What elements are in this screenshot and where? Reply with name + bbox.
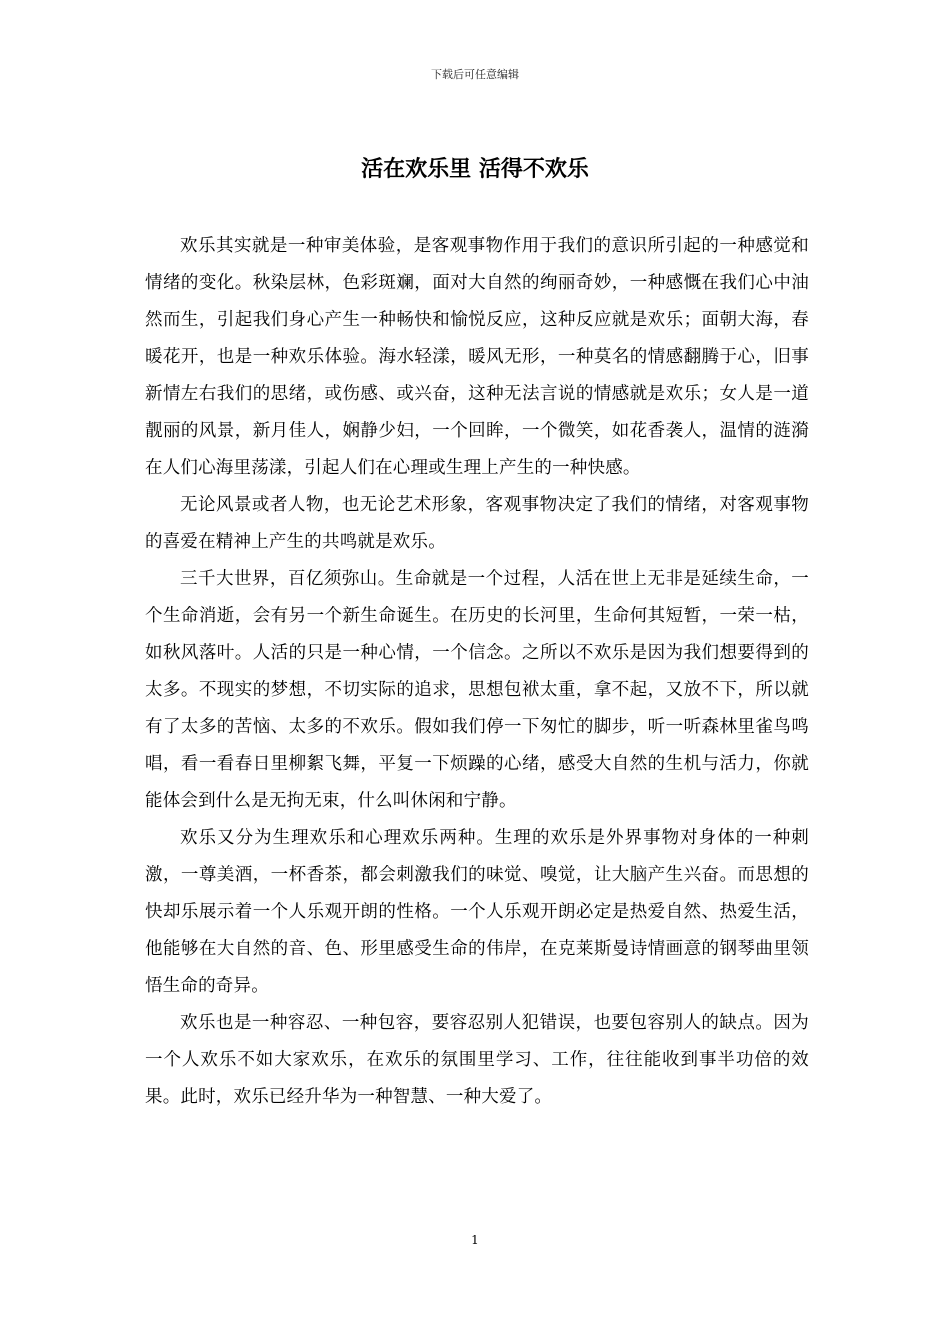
paragraph-3: 三千大世界，百亿须弥山。生命就是一个过程，人活在世上无非是延续生命，一个生命消逝，会有另一个新生命诞生。在历史的长河里，生命何其短暂，一荣一枯，如秋风落叶。人活的只是一种心情，一个信念。之所以不欢乐是因为我们想要得到的太多。不现实的梦想，不切实际的追求，思想包袱太重，拿不起，又放不下，所以就有了太多的苦恼、太多的不欢乐。假如我们停一下匆忙的脚步，听一听森林里雀鸟鸣唱，看一看春日里柳絮飞舞，平复一下烦躁的心绪，感受大自然的生机与活力，你就能体会到什么是无拘无束，什么叫休闲和宁静。 [145,569,809,811]
paragraph-5: 欢乐也是一种容忍、一种包容，要容忍别人犯错误，也要包容别人的缺点。因为一个人欢乐不如大家欢乐，在欢乐的氛围里学习、工作，往往能收到事半功倍的效果。此时，欢乐已经升华为一种智慧、一种大爱了。 [145,1013,809,1107]
page-number: 1 [471,1233,479,1247]
document-body [145,228,809,1116]
paragraph-2: 无论风景或者人物，也无论艺术形象，客观事物决定了我们的情绪，对客观事物的喜爱在精神上产生的共鸣就是欢乐。 [145,495,809,552]
header-note: 下载后可任意编辑 [431,68,519,81]
document-title: 活在欢乐里 活得不欢乐 [361,157,589,182]
paragraph-4: 欢乐又分为生理欢乐和心理欢乐两种。生理的欢乐是外界事物对身体的一种刺激，一尊美酒，一杯香茶，都会刺激我们的味觉、嗅觉，让大脑产生兴奋。而思想的快却乐展示着一个人乐观开朗的性格。一个人乐观开朗必定是热爱自然、热爱生活，他能够在大自然的音、色、形里感受生命的伟岸，在克莱斯曼诗情画意的钢琴曲里领悟生命的奇异。 [145,828,809,996]
paragraph-1: 欢乐其实就是一种审美体验，是客观事物作用于我们的意识所引起的一种感觉和情绪的变化。秋染层林，色彩斑斓，面对大自然的绚丽奇妙，一种感慨在我们心中油然而生，引起我们身心产生一种畅快和愉悦反应，这种反应就是欢乐；面朝大海，春暖花开，也是一种欢乐体验。海水轻漾，暖风无形，一种莫名的情感翻腾于心，旧事新情左右我们的思绪，或伤感、或兴奋，这种无法言说的情感就是欢乐；女人是一道靓丽的风景，新月佳人，娴静少妇，一个回眸，一个微笑，如花香袭人，温情的涟漪在人们心海里荡漾，引起人们在心理或生理上产生的一种快感。 [145,236,809,478]
